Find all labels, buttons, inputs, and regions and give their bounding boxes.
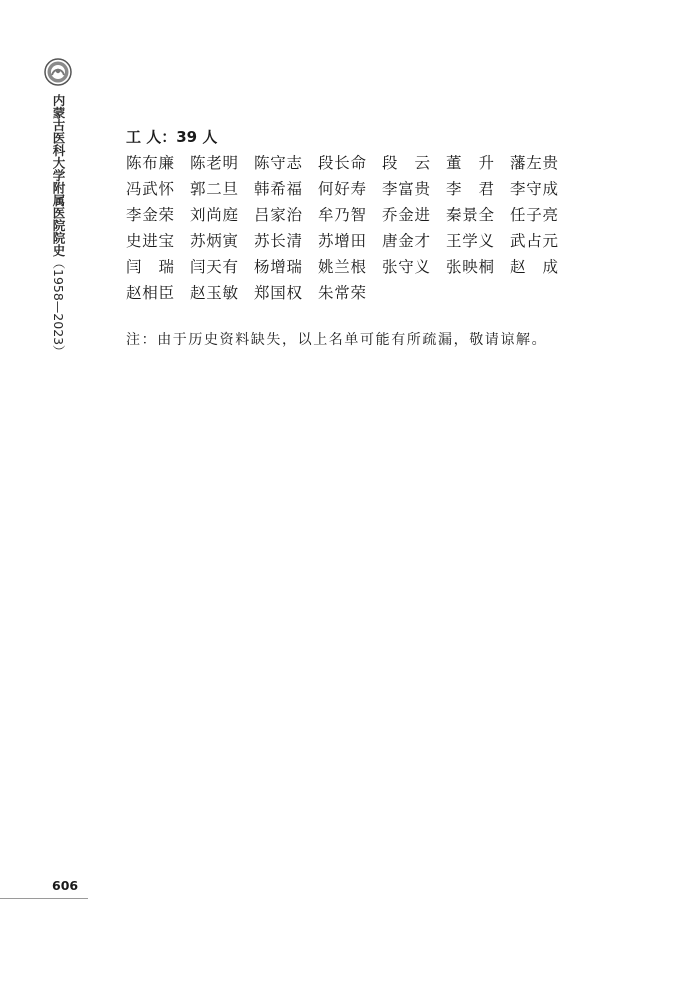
name-item: 秦景全	[446, 206, 494, 224]
name-item: 赵相臣	[126, 284, 174, 302]
name-item: 任子亮	[510, 206, 558, 224]
name-item: 陈守志	[254, 154, 302, 172]
name-item: 史进宝	[126, 232, 174, 250]
book-title-text: 内蒙古医科大学附属医院院史	[51, 94, 66, 257]
book-title-years: （1958—2023）	[51, 256, 66, 358]
name-item: 闫天有	[190, 258, 238, 276]
name-item: 段长命	[318, 154, 366, 172]
name-item: 牟乃智	[318, 206, 366, 224]
name-item: 段云	[382, 154, 430, 172]
name-item: 姚兰根	[318, 258, 366, 276]
name-item: 藩左贵	[510, 154, 558, 172]
name-item: 陈布廉	[126, 154, 174, 172]
name-row	[126, 279, 576, 305]
name-item: 吕家治	[254, 206, 302, 224]
name-item: 李富贵	[382, 180, 430, 198]
hospital-emblem-icon	[44, 58, 72, 86]
name-item: 赵玉敏	[190, 284, 238, 302]
footnote: 注：由于历史资料缺失，以上名单可能有所疏漏，敬请谅解。	[126, 332, 548, 348]
name-item: 李君	[446, 180, 494, 198]
name-item: 张映桐	[446, 258, 494, 276]
name-item: 乔金进	[382, 206, 430, 224]
name-item: 董升	[446, 154, 494, 172]
name-row	[126, 227, 576, 253]
name-list	[126, 149, 576, 305]
book-title-vertical	[50, 94, 66, 358]
name-item: 刘尚庭	[190, 206, 238, 224]
section-heading: 工 人：39 人	[126, 128, 218, 146]
name-row	[126, 253, 576, 279]
name-item: 苏炳寅	[190, 232, 238, 250]
name-item: 赵成	[510, 258, 558, 276]
name-item: 冯武怀	[126, 180, 174, 198]
name-item: 苏增田	[318, 232, 366, 250]
name-item: 韩希福	[254, 180, 302, 198]
name-item: 武占元	[510, 232, 558, 250]
name-item: 陈老明	[190, 154, 238, 172]
name-item: 李守成	[510, 180, 558, 198]
name-row	[126, 201, 576, 227]
name-row	[126, 149, 576, 175]
name-item: 闫瑞	[126, 258, 174, 276]
name-item: 郭二旦	[190, 180, 238, 198]
name-item: 朱常荣	[318, 284, 366, 302]
name-item: 郑国权	[254, 284, 302, 302]
name-item: 王学义	[446, 232, 494, 250]
name-row	[126, 175, 576, 201]
name-item: 张守义	[382, 258, 430, 276]
name-item: 何好寿	[318, 180, 366, 198]
page-number: 606	[52, 878, 79, 893]
name-item: 苏长清	[254, 232, 302, 250]
name-item: 杨增瑞	[254, 258, 302, 276]
name-item: 唐金才	[382, 232, 430, 250]
name-item: 李金荣	[126, 206, 174, 224]
footer-rule	[0, 898, 88, 899]
